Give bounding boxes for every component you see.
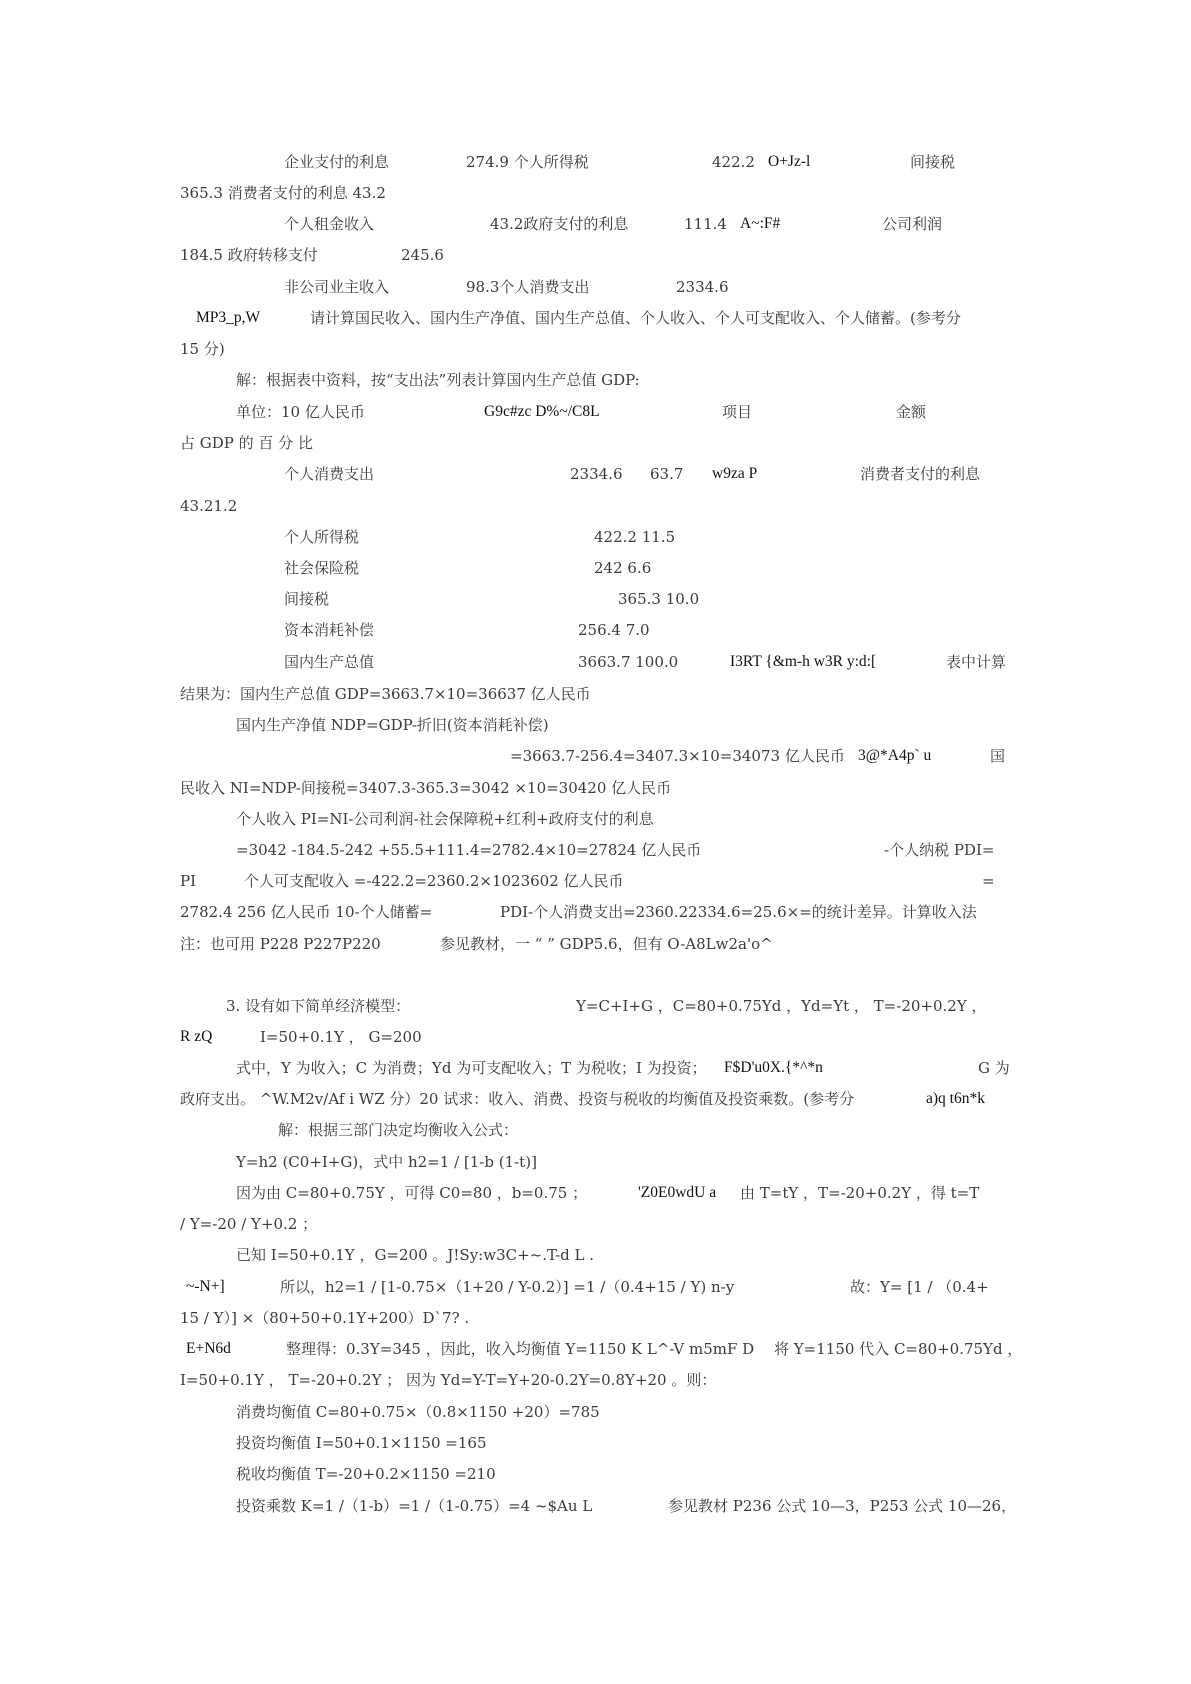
text-line: 242 6.6	[594, 559, 652, 577]
text-line: 'Z0E0wdU a	[638, 1184, 717, 1201]
text-line: 将 Y=1150 代入 C=80+0.75Yd ，	[774, 1340, 1023, 1358]
text-line: 税收均衡值 T=-20+0.2×1150 =210	[236, 1465, 496, 1483]
text-line: G9c#zc D%~/C8L	[484, 403, 600, 420]
text-line: 资本消耗补偿	[284, 621, 375, 639]
text-line: 解：根据三部门决定均衡收入公式：	[278, 1121, 519, 1139]
text-line: 3663.7 100.0	[578, 653, 679, 671]
text-line: 184.5 政府转移支付	[180, 246, 318, 264]
text-line: 金额	[896, 403, 927, 421]
text-line: I=50+0.1Y ， T=-20+0.2Y ； 因为 Yd=Y-T=Y+20-0.2Y=0.8Y+20 。则：	[180, 1371, 717, 1389]
text-line: 社会保险税	[284, 559, 360, 577]
text-line: 个人租金收入	[284, 215, 375, 233]
text-line: 2334.6	[570, 465, 623, 483]
text-line: a)q t6n*k	[926, 1090, 985, 1107]
text-line: 15 分)	[180, 340, 225, 358]
text-line: 民收入 NI=NDP-间接税=3407.3-365.3=3042 ×10=30420 亿人民币	[180, 779, 672, 797]
text-line: 参见教材，一 “ ” GDP5.6，但有 O-A8Lw2a'o^	[440, 935, 773, 953]
text-line: A~:F#	[740, 215, 781, 232]
text-line: =3042 -184.5-242 +55.5+111.4=2782.4×10=27824 亿人民币	[236, 841, 702, 859]
text-line: 项目	[722, 403, 753, 421]
text-line: 274.9 个人所得税	[466, 153, 589, 171]
text-line: 整理得：0.3Y=345 ，因此，收入均衡值 Y=1150 K L^-V m5mF D	[286, 1340, 755, 1358]
text-line: R zQ	[180, 1028, 213, 1045]
text-line: 注：也可用 P228 P227P220	[180, 935, 381, 953]
text-line: 间接税	[910, 153, 956, 171]
text-line: 式中，Y 为收入；C 为消费；Yd 为可支配收入；T 为税收；I 为投资；	[236, 1059, 707, 1077]
text-line: Y=C+I+G ，C=80+0.75Yd ，Yd=Yt ， T=-20+0.2Y ，	[576, 997, 987, 1015]
text-line: I3RT {&m-h w3R y:d:[	[730, 653, 877, 670]
text-line: 投资均衡值 I=50+0.1×1150 =165	[236, 1434, 487, 1452]
text-line: 故：Y= [1 / （0.4+	[850, 1278, 989, 1296]
text-line: 43.21.2	[180, 497, 238, 515]
text-line: 365.3 消费者支付的利息 43.2	[180, 184, 386, 202]
text-line: 消费者支付的利息	[860, 465, 981, 483]
text-line: PDI-个人消费支出=2360.22334.6=25.6×=的统计差异。计算收入法	[500, 903, 977, 921]
text-line: 由 T=tY ，T=-20+0.2Y ，得 t=T	[740, 1184, 980, 1202]
text-line: 政府支出。 ^W.M2v/Af i WZ 分）20 试求：收入、消费、投资与税收的均衡值及投资乘数。(参考分	[180, 1090, 855, 1108]
text-line: I=50+0.1Y ， G=200	[260, 1028, 422, 1046]
text-line: 个人收入 PI=NI-公司利润-社会保障税+红利+政府支付的利息	[236, 810, 654, 828]
text-line: F$D'u0X.{*^*n	[724, 1059, 823, 1076]
text-line: 非公司业主收入	[284, 278, 390, 296]
text-line: 422.2 11.5	[594, 528, 676, 546]
text-line: G 为	[978, 1059, 1010, 1077]
text-line: 消费均衡值 C=80+0.75×（0.8×1150 +20）=785	[236, 1403, 600, 1421]
text-line: E+N6d	[186, 1340, 231, 1357]
text-line: 3@*A4p` u	[858, 747, 932, 764]
text-line: 解：根据表中资料，按“支出法”列表计算国内生产总值 GDP:	[236, 371, 640, 389]
text-line: 国内生产净值 NDP=GDP-折旧(资本消耗补偿)	[236, 716, 549, 734]
text-line: 个人所得税	[284, 528, 360, 546]
text-line: MP3_p,W	[196, 309, 261, 326]
text-line: 98.3个人消费支出	[466, 278, 590, 296]
text-line: w9za P	[712, 465, 758, 482]
text-line: 已知 I=50+0.1Y ，G=200 。J!Sy:w3C+~.T-d L .	[236, 1246, 595, 1264]
text-line: 2782.4 256 亿人民币 10-个人储蓄=	[180, 903, 433, 921]
text-line: 公司利润	[882, 215, 943, 233]
text-line: 63.7	[650, 465, 684, 483]
text-line: 表中计算	[946, 653, 1007, 671]
text-line: / Y=-20 / Y+0.2 ；	[180, 1215, 318, 1233]
text-line: =	[982, 872, 995, 890]
text-line: 投资乘数 K=1 /（1-b）=1 /（1-0.75）=4 ~$Au L	[236, 1497, 593, 1515]
text-line: 因为由 C=80+0.75Y ，可得 C0=80 ，b=0.75 ；	[236, 1184, 588, 1202]
text-line: 单位：10 亿人民币	[236, 403, 365, 421]
text-line: =3663.7-256.4=3407.3×10=34073 亿人民币	[510, 747, 845, 765]
text-line: 245.6	[401, 246, 444, 264]
text-line: 个人消费支出	[284, 465, 375, 483]
text-line: 365.3 10.0	[618, 590, 700, 608]
text-line: PI	[180, 872, 197, 890]
text-line: 111.4	[684, 215, 727, 233]
text-line: 间接税	[284, 590, 330, 608]
text-line: 国	[990, 747, 1006, 765]
text-line: 422.2	[712, 153, 755, 171]
text-line: Y=h2 (C0+I+G)，式中 h2=1 / [1-b (1-t)]	[236, 1153, 537, 1171]
text-line: O+Jz-l	[768, 153, 811, 170]
text-line: 2334.6	[676, 278, 729, 296]
text-line: 所以，h2=1 / [1-0.75×（1+20 / Y-0.2）] =1 /（0.4+15 / Y) n-y	[280, 1278, 735, 1296]
text-line: 结果为：国内生产总值 GDP=3663.7×10=36637 亿人民币	[180, 685, 591, 703]
text-line: 占 GDP 的 百 分 比	[180, 434, 313, 452]
text-line: 企业支付的利息	[284, 153, 390, 171]
text-line: 3. 设有如下简单经济模型：	[226, 997, 411, 1015]
text-line: 256.4 7.0	[578, 621, 650, 639]
text-line: 参见教材 P236 公式 10—3，P253 公式 10—26，	[668, 1497, 1017, 1515]
text-line: 15 / Y）] ×（80+50+0.1Y+200）D`7? .	[180, 1309, 470, 1327]
text-line: 个人可支配收入 =-422.2=2360.2×1023602 亿人民币	[244, 872, 624, 890]
text-line: ~-N+]	[186, 1278, 225, 1295]
text-line: 请计算国民收入、国内生产净值、国内生产总值、个人收入、个人可支配收入、个人储蓄。(参考分	[310, 309, 961, 327]
text-line: -个人纳税 PDI=	[884, 841, 995, 859]
text-line: 43.2政府支付的利息	[490, 215, 629, 233]
text-line: 国内生产总值	[284, 653, 375, 671]
